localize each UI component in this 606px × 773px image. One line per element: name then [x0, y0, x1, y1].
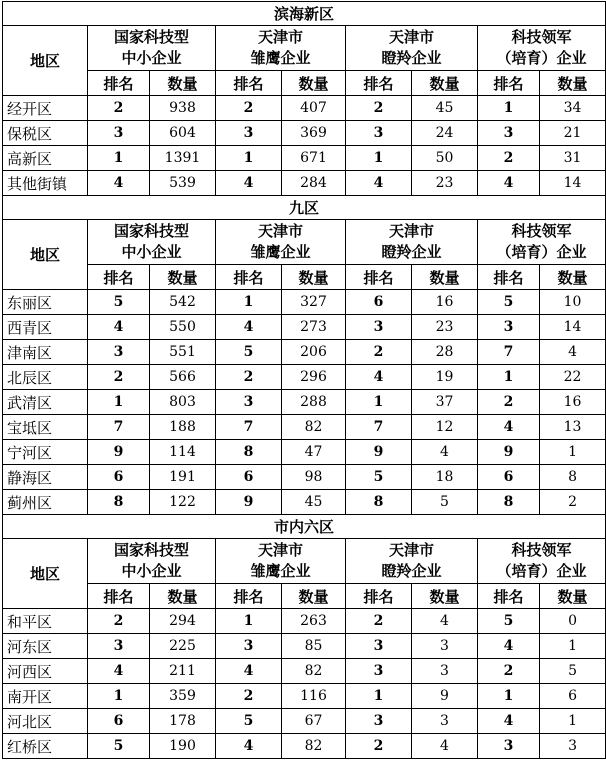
rank-cell: 6	[88, 465, 150, 490]
rank-column-header: 排名	[216, 71, 282, 96]
rank-cell: 9	[88, 440, 150, 465]
count-cell: 359	[150, 684, 216, 709]
category-header-line: （培育）企业	[496, 243, 587, 261]
category-header-line: 科技领军	[511, 28, 572, 46]
rank-cell: 2	[346, 340, 412, 365]
count-cell: 10	[540, 290, 606, 315]
count-cell: 542	[150, 290, 216, 315]
count-cell: 1391	[150, 146, 216, 171]
region-name-cell: 和平区	[3, 609, 88, 634]
category-header-line: （培育）企业	[496, 49, 587, 67]
count-cell: 604	[150, 121, 216, 146]
rank-cell: 5	[88, 734, 150, 759]
count-cell: 225	[150, 634, 216, 659]
count-column-header: 数量	[282, 584, 346, 609]
table-row	[3, 146, 606, 171]
count-cell: 8	[540, 465, 606, 490]
count-cell: 369	[282, 121, 346, 146]
count-cell: 13	[540, 415, 606, 440]
category-header	[88, 539, 216, 584]
rank-cell: 9	[346, 440, 412, 465]
table-row	[3, 365, 606, 390]
category-header-line: 瞪羚企业	[381, 243, 442, 261]
rank-column-header: 排名	[216, 584, 282, 609]
rank-cell: 6	[88, 709, 150, 734]
table-body	[3, 2, 606, 759]
category-header-line: 雏鹰企业	[250, 243, 311, 261]
section-title-row	[3, 2, 606, 26]
count-cell: 803	[150, 390, 216, 415]
category-header-row	[3, 220, 606, 265]
count-cell: 1	[540, 440, 606, 465]
subheader-row	[3, 71, 606, 96]
rank-cell: 5	[478, 290, 540, 315]
category-header	[216, 539, 346, 584]
count-cell: 539	[150, 171, 216, 196]
category-header-line: 中小企业	[121, 49, 182, 67]
count-cell: 5	[540, 659, 606, 684]
region-name-cell: 宁河区	[3, 440, 88, 465]
rank-cell: 2	[478, 659, 540, 684]
count-column-header: 数量	[150, 265, 216, 290]
rank-cell: 6	[346, 290, 412, 315]
category-header	[478, 220, 606, 265]
rank-cell: 4	[88, 315, 150, 340]
count-cell: 21	[540, 121, 606, 146]
count-cell: 4	[540, 340, 606, 365]
region-name-cell: 高新区	[3, 146, 88, 171]
count-column-header: 数量	[540, 71, 606, 96]
rank-cell: 1	[88, 390, 150, 415]
count-column-header: 数量	[412, 584, 478, 609]
rank-cell: 4	[346, 171, 412, 196]
count-cell: 211	[150, 659, 216, 684]
category-header-line: 瞪羚企业	[381, 562, 442, 580]
count-cell: 12	[412, 415, 478, 440]
rank-column-header: 排名	[478, 71, 540, 96]
table-row	[3, 290, 606, 315]
table-row	[3, 415, 606, 440]
rank-cell: 3	[346, 634, 412, 659]
rank-cell: 1	[346, 146, 412, 171]
count-cell: 18	[412, 465, 478, 490]
rank-column-header: 排名	[88, 71, 150, 96]
count-cell: 82	[282, 659, 346, 684]
region-name-cell: 河西区	[3, 659, 88, 684]
count-cell: 5	[412, 490, 478, 515]
rank-cell: 4	[478, 709, 540, 734]
count-column-header: 数量	[540, 265, 606, 290]
subheader-row	[3, 584, 606, 609]
table-row	[3, 340, 606, 365]
category-header-line: 科技领军	[511, 541, 572, 559]
region-name-cell: 宝坻区	[3, 415, 88, 440]
enterprise-ranking-table	[2, 1, 606, 759]
count-cell: 4	[412, 609, 478, 634]
count-cell: 22	[540, 365, 606, 390]
count-cell: 4	[412, 440, 478, 465]
count-cell: 23	[412, 171, 478, 196]
region-name-cell: 河东区	[3, 634, 88, 659]
rank-cell: 2	[346, 96, 412, 121]
category-header-line: 瞪羚企业	[381, 49, 442, 67]
count-column-header: 数量	[282, 71, 346, 96]
rank-cell: 3	[216, 390, 282, 415]
rank-cell: 2	[88, 365, 150, 390]
category-header-line: 国家科技型	[113, 541, 189, 559]
section-title-row	[3, 196, 606, 220]
region-name-cell: 静海区	[3, 465, 88, 490]
rank-cell: 1	[88, 684, 150, 709]
section-title-row	[3, 515, 606, 539]
rank-cell: 8	[216, 440, 282, 465]
category-header-line: 中小企业	[121, 562, 182, 580]
count-cell: 6	[540, 684, 606, 709]
rank-cell: 3	[216, 121, 282, 146]
count-cell: 45	[412, 96, 478, 121]
subheader-row	[3, 265, 606, 290]
rank-cell: 5	[216, 709, 282, 734]
rank-column-header: 排名	[346, 265, 412, 290]
count-cell: 407	[282, 96, 346, 121]
rank-cell: 1	[88, 146, 150, 171]
count-cell: 16	[540, 390, 606, 415]
count-cell: 1	[540, 634, 606, 659]
count-cell: 551	[150, 340, 216, 365]
count-cell: 3	[412, 634, 478, 659]
count-cell: 37	[412, 390, 478, 415]
count-column-header: 数量	[412, 71, 478, 96]
region-name-cell: 西青区	[3, 315, 88, 340]
rank-cell: 4	[216, 315, 282, 340]
rank-column-header: 排名	[88, 584, 150, 609]
rank-cell: 5	[88, 290, 150, 315]
rank-cell: 1	[478, 684, 540, 709]
rank-cell: 5	[346, 465, 412, 490]
count-column-header: 数量	[150, 71, 216, 96]
rank-cell: 3	[88, 121, 150, 146]
category-header-line: 天津市	[388, 222, 434, 240]
count-cell: 14	[540, 171, 606, 196]
rank-column-header: 排名	[346, 584, 412, 609]
count-cell: 3	[540, 734, 606, 759]
count-cell: 2	[540, 490, 606, 515]
count-cell: 206	[282, 340, 346, 365]
rank-cell: 4	[88, 171, 150, 196]
category-header-row	[3, 539, 606, 584]
rank-cell: 4	[216, 659, 282, 684]
category-header	[346, 26, 478, 71]
rank-cell: 7	[346, 415, 412, 440]
rank-cell: 6	[478, 465, 540, 490]
rank-cell: 4	[478, 171, 540, 196]
region-name-cell: 红桥区	[3, 734, 88, 759]
rank-column-header: 排名	[478, 265, 540, 290]
table-row	[3, 734, 606, 759]
category-header-line: 天津市	[257, 541, 303, 559]
count-cell: 114	[150, 440, 216, 465]
rank-cell: 2	[216, 96, 282, 121]
region-name-cell: 其他街镇	[3, 171, 88, 196]
table-row	[3, 609, 606, 634]
table-row	[3, 315, 606, 340]
count-cell: 122	[150, 490, 216, 515]
rank-cell: 3	[346, 315, 412, 340]
rank-cell: 3	[346, 709, 412, 734]
rank-cell: 2	[478, 146, 540, 171]
count-cell: 24	[412, 121, 478, 146]
region-name-cell: 北辰区	[3, 365, 88, 390]
table-row	[3, 171, 606, 196]
rank-column-header: 排名	[88, 265, 150, 290]
count-cell: 327	[282, 290, 346, 315]
count-cell: 3	[412, 659, 478, 684]
rank-cell: 4	[346, 365, 412, 390]
count-cell: 550	[150, 315, 216, 340]
rank-cell: 5	[216, 340, 282, 365]
region-name-cell: 南开区	[3, 684, 88, 709]
rank-cell: 1	[478, 96, 540, 121]
rank-cell: 4	[216, 734, 282, 759]
count-cell: 67	[282, 709, 346, 734]
region-name-cell: 武清区	[3, 390, 88, 415]
section-title: 市内六区	[3, 515, 606, 539]
count-cell: 16	[412, 290, 478, 315]
table-row	[3, 634, 606, 659]
count-cell: 4	[412, 734, 478, 759]
count-cell: 263	[282, 609, 346, 634]
rank-cell: 2	[216, 365, 282, 390]
region-name-cell: 津南区	[3, 340, 88, 365]
count-cell: 98	[282, 465, 346, 490]
section-title: 九区	[3, 196, 606, 220]
count-cell: 3	[412, 709, 478, 734]
rank-cell: 7	[478, 340, 540, 365]
rank-cell: 4	[478, 415, 540, 440]
table-row	[3, 709, 606, 734]
count-cell: 47	[282, 440, 346, 465]
table-row	[3, 96, 606, 121]
count-column-header: 数量	[540, 584, 606, 609]
rank-cell: 3	[478, 315, 540, 340]
table-row	[3, 684, 606, 709]
rank-cell: 3	[88, 634, 150, 659]
rank-cell: 7	[216, 415, 282, 440]
rank-cell: 7	[88, 415, 150, 440]
category-header-line: 天津市	[388, 541, 434, 559]
category-header	[216, 26, 346, 71]
category-header-line: 国家科技型	[113, 28, 189, 46]
count-cell: 1	[540, 709, 606, 734]
rank-cell: 3	[346, 121, 412, 146]
rank-cell: 4	[478, 634, 540, 659]
count-cell: 34	[540, 96, 606, 121]
rank-column-header: 排名	[346, 71, 412, 96]
rank-column-header: 排名	[216, 265, 282, 290]
region-name-cell: 河北区	[3, 709, 88, 734]
rank-cell: 2	[346, 609, 412, 634]
rank-cell: 1	[216, 146, 282, 171]
rank-cell: 2	[88, 96, 150, 121]
rank-cell: 1	[346, 684, 412, 709]
count-cell: 273	[282, 315, 346, 340]
rank-cell: 8	[88, 490, 150, 515]
rank-cell: 3	[88, 340, 150, 365]
rank-cell: 2	[216, 684, 282, 709]
count-cell: 938	[150, 96, 216, 121]
category-header-line: 天津市	[257, 28, 303, 46]
count-cell: 671	[282, 146, 346, 171]
count-cell: 82	[282, 734, 346, 759]
category-header	[88, 220, 216, 265]
count-cell: 82	[282, 415, 346, 440]
region-name-cell: 东丽区	[3, 290, 88, 315]
section-title: 滨海新区	[3, 2, 606, 26]
count-cell: 284	[282, 171, 346, 196]
category-header-line: 天津市	[388, 28, 434, 46]
count-cell: 9	[412, 684, 478, 709]
rank-cell: 4	[216, 171, 282, 196]
region-name-cell: 保税区	[3, 121, 88, 146]
count-cell: 31	[540, 146, 606, 171]
category-header	[346, 220, 478, 265]
rank-cell: 3	[346, 659, 412, 684]
rank-cell: 6	[216, 465, 282, 490]
rank-cell: 1	[346, 390, 412, 415]
count-column-header: 数量	[412, 265, 478, 290]
count-column-header: 数量	[150, 584, 216, 609]
category-header	[216, 220, 346, 265]
count-cell: 566	[150, 365, 216, 390]
count-cell: 191	[150, 465, 216, 490]
rank-cell: 1	[216, 290, 282, 315]
category-header-line: （培育）企业	[496, 562, 587, 580]
count-cell: 288	[282, 390, 346, 415]
count-cell: 45	[282, 490, 346, 515]
rank-cell: 3	[216, 634, 282, 659]
count-cell: 50	[412, 146, 478, 171]
rank-cell: 1	[478, 365, 540, 390]
category-header-line: 天津市	[257, 222, 303, 240]
rank-cell: 2	[478, 390, 540, 415]
table-row	[3, 390, 606, 415]
table-row	[3, 121, 606, 146]
rank-cell: 9	[478, 440, 540, 465]
region-column-header: 地区	[3, 539, 88, 609]
rank-cell: 3	[478, 734, 540, 759]
count-cell: 19	[412, 365, 478, 390]
table-row	[3, 659, 606, 684]
table-row	[3, 440, 606, 465]
category-header	[478, 539, 606, 584]
rank-cell: 2	[346, 734, 412, 759]
category-header	[88, 26, 216, 71]
table-row	[3, 490, 606, 515]
count-cell: 14	[540, 315, 606, 340]
count-cell: 0	[540, 609, 606, 634]
table-row	[3, 465, 606, 490]
rank-cell: 2	[88, 609, 150, 634]
rank-cell: 5	[478, 609, 540, 634]
category-header-line: 中小企业	[121, 243, 182, 261]
count-cell: 296	[282, 365, 346, 390]
rank-cell: 9	[216, 490, 282, 515]
category-header-line: 雏鹰企业	[250, 562, 311, 580]
region-name-cell: 蓟州区	[3, 490, 88, 515]
count-cell: 188	[150, 415, 216, 440]
rank-column-header: 排名	[478, 584, 540, 609]
region-column-header: 地区	[3, 26, 88, 96]
count-cell: 28	[412, 340, 478, 365]
rank-cell: 3	[478, 121, 540, 146]
category-header-row	[3, 26, 606, 71]
count-cell: 190	[150, 734, 216, 759]
category-header	[346, 539, 478, 584]
count-cell: 85	[282, 634, 346, 659]
rank-cell: 8	[478, 490, 540, 515]
region-name-cell: 经开区	[3, 96, 88, 121]
rank-cell: 4	[88, 659, 150, 684]
count-cell: 294	[150, 609, 216, 634]
count-column-header: 数量	[282, 265, 346, 290]
count-cell: 116	[282, 684, 346, 709]
count-cell: 23	[412, 315, 478, 340]
rank-cell: 8	[346, 490, 412, 515]
count-cell: 178	[150, 709, 216, 734]
region-column-header: 地区	[3, 220, 88, 290]
category-header	[478, 26, 606, 71]
rank-cell: 1	[216, 609, 282, 634]
category-header-line: 科技领军	[511, 222, 572, 240]
category-header-line: 国家科技型	[113, 222, 189, 240]
category-header-line: 雏鹰企业	[250, 49, 311, 67]
